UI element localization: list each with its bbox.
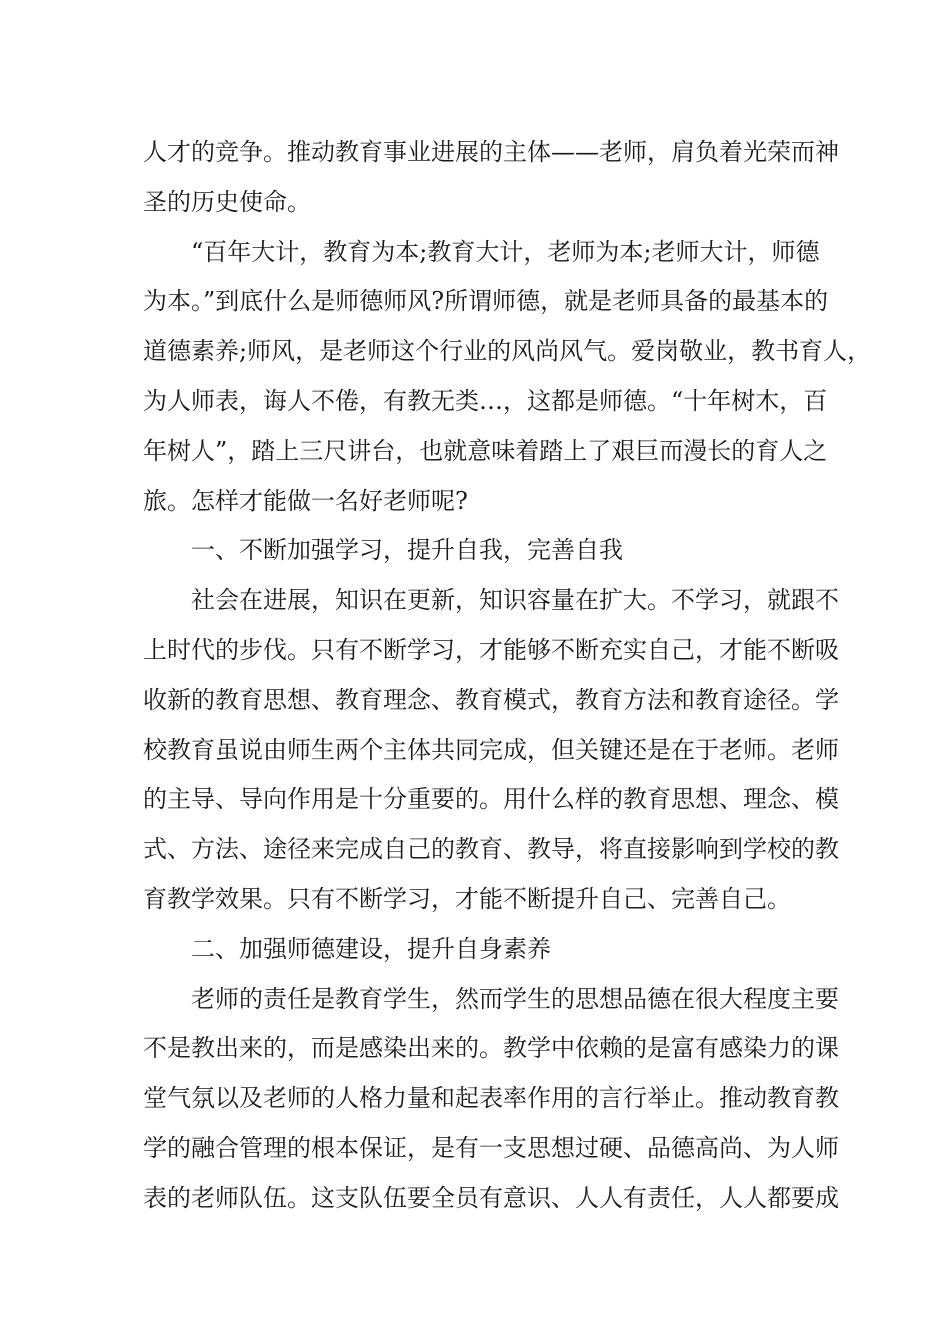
text-line: 校教育虽说由师生两个主体共同完成，但关键还是在于老师。老师 [143, 735, 839, 764]
text-line: 一、不断加强学习，提升自我，完善自我 [191, 536, 623, 565]
text-line: 不是教出来的，而是感染出来的。教学中依赖的是富有感染力的课 [143, 1034, 839, 1063]
text-line: 圣的历史使命。 [143, 187, 311, 216]
text-line: 为人师表，诲人不倦，有教无类…，这都是师德。“十年树木，百 [143, 386, 828, 415]
text-line: 的主导、导向作用是十分重要的。用什么样的教育思想、理念、模 [143, 785, 839, 814]
text-line: 育教学效果。只有不断学习，才能不断提升自己、完善自己。 [143, 884, 791, 913]
text-line: 上时代的步伐。只有不断学习，才能够不断充实自己，才能不断吸 [143, 635, 839, 664]
text-line: “百年大计，教育为本;教育大计，老师为本;老师大计，师德 [191, 237, 820, 266]
text-line: 二、加强师德建设，提升自身素养 [191, 934, 551, 963]
document-body-text [143, 128, 872, 1224]
text-line: 人才的竞争。推动教育事业进展的主体——老师，肩负着光荣而神 [143, 138, 839, 166]
text-line: 堂气氛以及老师的人格力量和起表率作用的言行举止。推动教育教 [143, 1084, 839, 1113]
text-line: 为本。”到底什么是师德师风?所谓师德，就是老师具备的最基本的 [143, 287, 829, 316]
text-line: 表的老师队伍。这支队伍要全员有意识、人人有责任，人人都要成 [143, 1183, 839, 1212]
text-line: 道德素养;师风，是老师这个行业的风尚风气。爱岗敬业，教书育人， [143, 337, 872, 366]
text-line: 老师的责任是教育学生，然而学生的思想品德在很大程度主要 [191, 984, 839, 1013]
text-line: 年树人”，踏上三尺讲台，也就意味着踏上了艰巨而漫长的育人之 [143, 436, 828, 465]
text-line: 社会在进展，知识在更新，知识容量在扩大。不学习，就跟不 [191, 586, 839, 615]
text-line: 学的融合管理的根本保证，是有一支思想过硬、品德高尚、为人师 [143, 1133, 839, 1162]
text-line: 旅。怎样才能做一名好老师呢? [143, 486, 468, 515]
text-line: 收新的教育思想、教育理念、教育模式，教育方法和教育途径。学 [143, 685, 839, 714]
text-line: 式、方法、途径来完成自己的教育、教导，将直接影响到学校的教 [143, 835, 839, 864]
